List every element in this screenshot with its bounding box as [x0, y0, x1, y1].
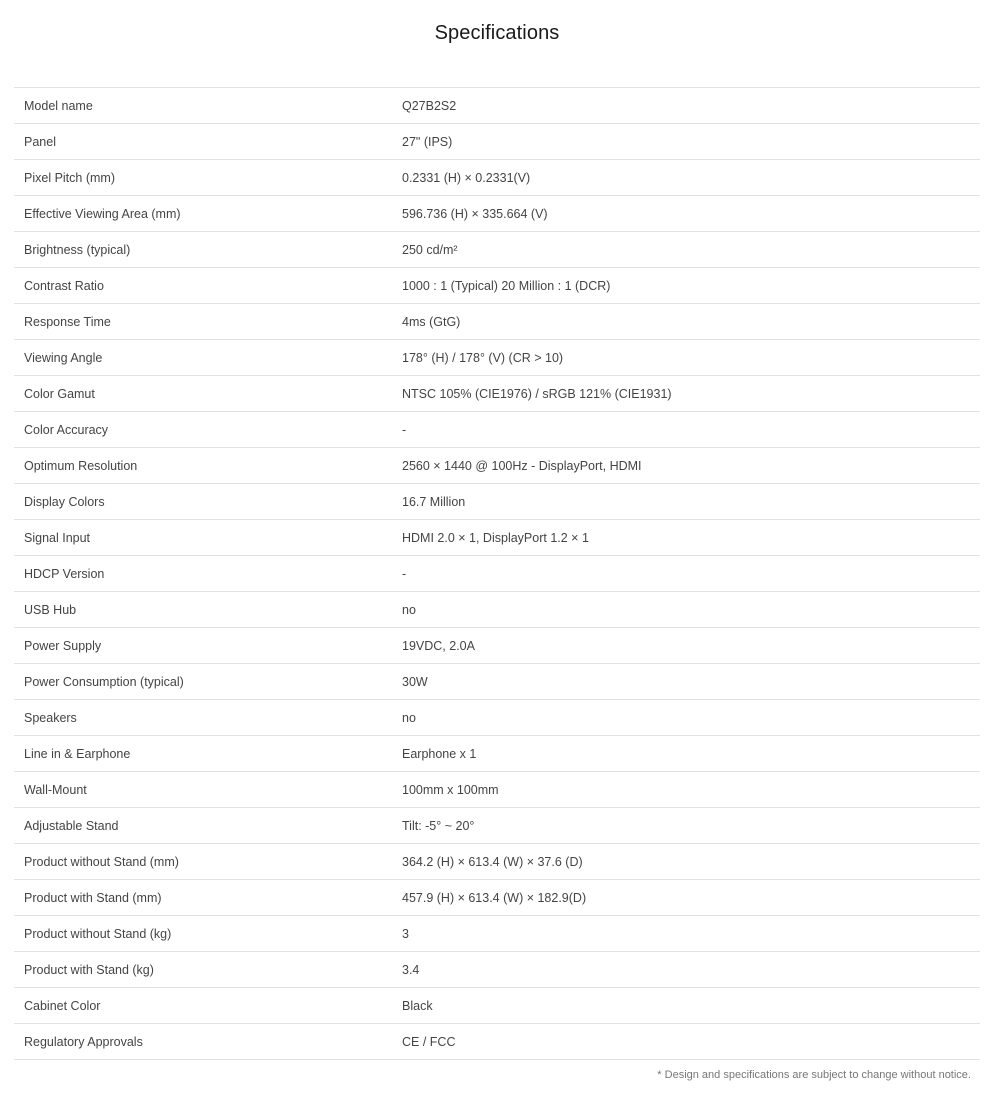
- spec-row: [14, 448, 980, 484]
- spec-label: Viewing Angle: [24, 350, 103, 365]
- spec-value: Tilt: -5° ~ 20°: [402, 818, 475, 833]
- spec-label: Color Gamut: [24, 386, 95, 401]
- spec-row: [14, 376, 980, 412]
- spec-row: [14, 304, 980, 340]
- spec-label: Speakers: [24, 710, 77, 725]
- spec-row: [14, 196, 980, 232]
- spec-value: 100mm x 100mm: [402, 782, 499, 797]
- spec-row: [14, 232, 980, 268]
- spec-value: Black: [402, 998, 433, 1013]
- spec-row: [14, 808, 980, 844]
- spec-label: Optimum Resolution: [24, 458, 138, 473]
- spec-label: Effective Viewing Area (mm): [24, 206, 181, 221]
- spec-label: Product without Stand (mm): [24, 854, 179, 869]
- spec-row: [14, 412, 980, 448]
- spec-label: Line in & Earphone: [24, 746, 131, 761]
- spec-value: 364.2 (H) × 613.4 (W) × 37.6 (D): [402, 854, 583, 869]
- spec-value: NTSC 105% (CIE1976) / sRGB 121% (CIE1931): [402, 386, 672, 401]
- spec-value: 3.4: [402, 962, 420, 977]
- spec-row: [14, 484, 980, 520]
- spec-row: [14, 124, 980, 160]
- spec-value: 3: [402, 926, 409, 941]
- spec-value: HDMI 2.0 × 1, DisplayPort 1.2 × 1: [402, 530, 589, 545]
- spec-row: [14, 844, 980, 880]
- spec-value: 457.9 (H) × 613.4 (W) × 182.9(D): [402, 890, 587, 905]
- spec-table: [14, 87, 980, 1060]
- spec-row: [14, 268, 980, 304]
- spec-label: Pixel Pitch (mm): [24, 170, 115, 185]
- spec-label: Product with Stand (mm): [24, 890, 162, 905]
- spec-label: USB Hub: [24, 602, 77, 617]
- spec-value: -: [402, 422, 407, 437]
- spec-label: Model name: [24, 98, 93, 113]
- spec-row: [14, 160, 980, 196]
- spec-row: [14, 664, 980, 700]
- disclaimer-footnote: * Design and specifications are subject to change without notice.: [657, 1069, 971, 1081]
- spec-row: [14, 700, 980, 736]
- spec-label: Contrast Ratio: [24, 278, 104, 293]
- spec-row: [14, 592, 980, 628]
- spec-value: 178° (H) / 178° (V) (CR > 10): [402, 350, 564, 365]
- spec-label: Panel: [24, 134, 56, 149]
- spec-value: CE / FCC: [402, 1034, 456, 1049]
- spec-value: 0.2331 (H) × 0.2331(V): [402, 170, 531, 185]
- spec-label: Adjustable Stand: [24, 818, 119, 833]
- spec-row: [14, 520, 980, 556]
- spec-value: 16.7 Million: [402, 494, 466, 509]
- spec-value: 19VDC, 2.0A: [402, 638, 475, 653]
- spec-row: [14, 736, 980, 772]
- spec-row: [14, 880, 980, 916]
- spec-value: 4ms (GtG): [402, 314, 461, 329]
- spec-value: no: [402, 710, 416, 725]
- spec-label: HDCP Version: [24, 566, 105, 581]
- spec-row: [14, 1024, 980, 1060]
- spec-row: [14, 952, 980, 988]
- spec-label: Wall-Mount: [24, 782, 87, 797]
- spec-label: Power Supply: [24, 638, 102, 653]
- spec-value: 30W: [402, 674, 428, 689]
- spec-value: 596.736 (H) × 335.664 (V): [402, 206, 548, 221]
- page-title: Specifications: [434, 22, 560, 44]
- spec-value: 1000 : 1 (Typical) 20 Million : 1 (DCR): [402, 278, 611, 293]
- spec-label: Power Consumption (typical): [24, 674, 184, 689]
- spec-label: Brightness (typical): [24, 242, 131, 257]
- spec-label: Color Accuracy: [24, 422, 109, 437]
- spec-row: [14, 556, 980, 592]
- spec-label: Cabinet Color: [24, 998, 101, 1013]
- spec-label: Signal Input: [24, 530, 91, 545]
- spec-row: [14, 628, 980, 664]
- spec-label: Response Time: [24, 314, 111, 329]
- spec-row: [14, 772, 980, 808]
- spec-value: Q27B2S2: [402, 98, 457, 113]
- spec-label: Product without Stand (kg): [24, 926, 172, 941]
- spec-row: [14, 916, 980, 952]
- spec-value: Earphone x 1: [402, 746, 477, 761]
- spec-value: -: [402, 566, 407, 581]
- spec-label: Regulatory Approvals: [24, 1034, 143, 1049]
- spec-label: Product with Stand (kg): [24, 962, 154, 977]
- spec-value: 250 cd/m²: [402, 242, 458, 257]
- spec-row: [14, 340, 980, 376]
- spec-value: 27" (IPS): [402, 134, 453, 149]
- spec-label: Display Colors: [24, 494, 105, 509]
- spec-value: no: [402, 602, 416, 617]
- spec-row: [14, 88, 980, 124]
- spec-row: [14, 988, 980, 1024]
- spec-value: 2560 × 1440 @ 100Hz - DisplayPort, HDMI: [402, 458, 642, 473]
